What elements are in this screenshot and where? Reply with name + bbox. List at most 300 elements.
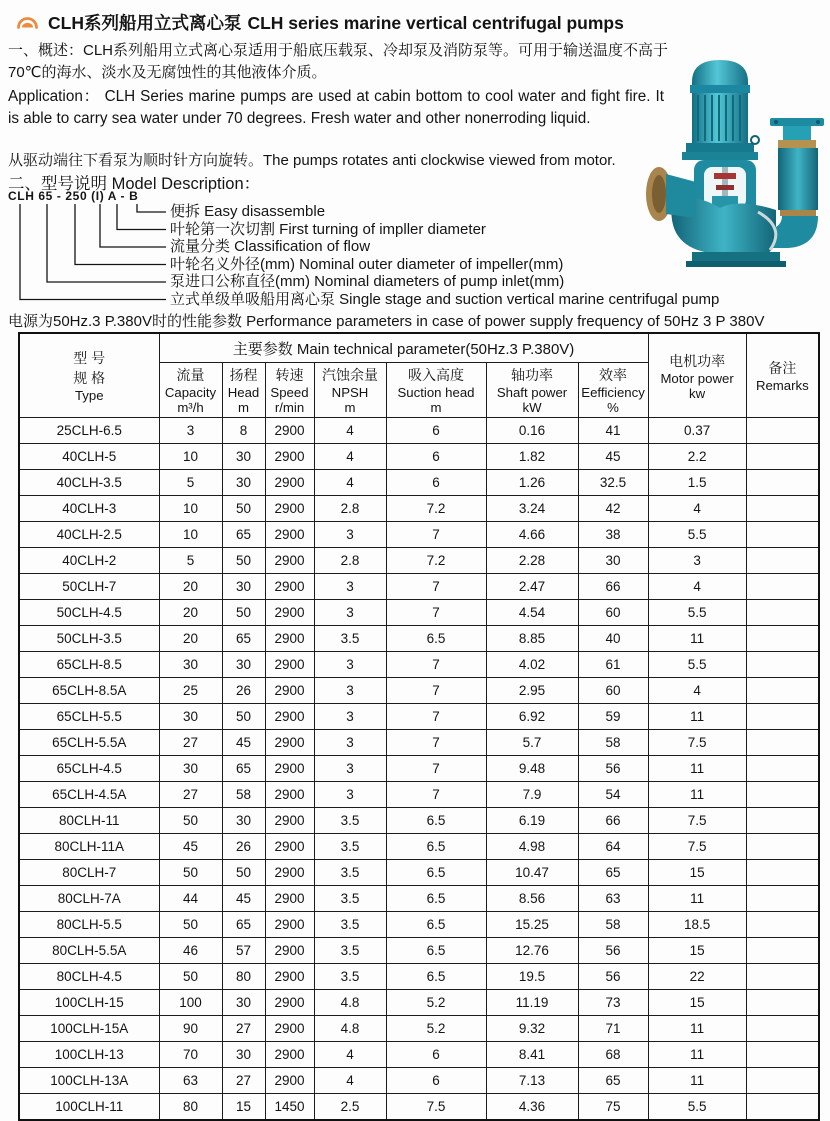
value-cell: 0.16 [486, 418, 578, 444]
value-cell: 4 [314, 1042, 386, 1068]
value-cell: 6.5 [386, 938, 486, 964]
col-header-suction-head [386, 363, 486, 418]
shaft-en: Shaft power [496, 385, 568, 400]
value-cell: 73 [578, 990, 648, 1016]
value-cell: 3.5 [314, 964, 386, 990]
speed-en: Speed [270, 385, 309, 400]
value-cell: 65 [578, 1068, 648, 1094]
value-cell: 2.8 [314, 548, 386, 574]
value-cell: 2900 [265, 522, 314, 548]
suction-unit: m [430, 400, 442, 415]
value-cell: 5.2 [386, 1016, 486, 1042]
remarks-cell [746, 470, 819, 496]
value-cell: 8.56 [486, 886, 578, 912]
value-cell: 11 [648, 756, 746, 782]
value-cell: 3.5 [314, 860, 386, 886]
model-labels [170, 203, 719, 308]
value-cell: 63 [159, 1068, 222, 1094]
capacity-unit: m³/h [177, 400, 204, 415]
page-header [16, 10, 624, 35]
remarks-cell [746, 522, 819, 548]
value-cell: 3 [648, 548, 746, 574]
value-cell: 22 [648, 964, 746, 990]
value-cell: 50 [159, 912, 222, 938]
table-row [19, 1042, 819, 1068]
value-cell: 38 [578, 522, 648, 548]
remarks-cell [746, 834, 819, 860]
value-cell: 50 [222, 704, 265, 730]
value-cell: 5.7 [486, 730, 578, 756]
value-cell: 5.5 [648, 652, 746, 678]
value-cell: 7 [386, 600, 486, 626]
remarks-cell [746, 964, 819, 990]
value-cell: 6 [386, 470, 486, 496]
value-cell: 7 [386, 522, 486, 548]
value-cell: 4.98 [486, 834, 578, 860]
value-cell: 6.5 [386, 808, 486, 834]
value-cell: 80 [222, 964, 265, 990]
value-cell: 80 [159, 1094, 222, 1121]
value-cell: 2.28 [486, 548, 578, 574]
shaft-zh: 轴功率 [511, 367, 553, 383]
value-cell: 65 [222, 522, 265, 548]
value-cell: 19.5 [486, 964, 578, 990]
value-cell: 50 [159, 860, 222, 886]
value-cell: 2900 [265, 574, 314, 600]
value-cell: 2900 [265, 1068, 314, 1094]
value-cell: 20 [159, 574, 222, 600]
value-cell: 2900 [265, 938, 314, 964]
value-cell: 2.8 [314, 496, 386, 522]
value-cell: 2900 [265, 600, 314, 626]
value-cell: 2900 [265, 418, 314, 444]
model-description-heading: 二、型号说明 Model Description： [8, 175, 261, 193]
table-row [19, 600, 819, 626]
value-cell: 11 [648, 1042, 746, 1068]
value-cell: 2900 [265, 678, 314, 704]
type-header-en: Type [74, 388, 104, 403]
value-cell: 3.5 [314, 912, 386, 938]
efficiency-en: Eefficiency [581, 385, 645, 400]
model-cell: 80CLH-5.5A [19, 938, 159, 964]
col-header-motor-power [648, 333, 746, 418]
speed-zh: 转速 [275, 367, 304, 383]
value-cell: 3 [314, 782, 386, 808]
value-cell: 4.02 [486, 652, 578, 678]
value-cell: 2900 [265, 652, 314, 678]
npsh-zh: 汽蚀余量 [322, 367, 378, 383]
value-cell: 11 [648, 1016, 746, 1042]
value-cell: 5 [159, 470, 222, 496]
table-row [19, 418, 819, 444]
col-header-npsh [314, 363, 386, 418]
sunrise-arc-icon [16, 14, 39, 31]
value-cell: 2.5 [314, 1094, 386, 1121]
value-cell: 10 [159, 522, 222, 548]
remarks-cell [746, 808, 819, 834]
model-label: 叶轮名义外径(mm) Nominal outer diameter of impeller(mm) [170, 255, 564, 273]
remarks-cell [746, 860, 819, 886]
value-cell: 56 [578, 938, 648, 964]
value-cell: 56 [578, 964, 648, 990]
value-cell: 65 [578, 860, 648, 886]
value-cell: 75 [578, 1094, 648, 1121]
col-header-speed [265, 363, 314, 418]
table-row [19, 938, 819, 964]
value-cell: 7 [386, 652, 486, 678]
value-cell: 5.5 [648, 522, 746, 548]
value-cell: 6.92 [486, 704, 578, 730]
col-header-shaft-power [486, 363, 578, 418]
remarks-cell [746, 704, 819, 730]
remarks-cell [746, 730, 819, 756]
value-cell: 7 [386, 756, 486, 782]
value-cell: 30 [222, 652, 265, 678]
value-cell: 3.24 [486, 496, 578, 522]
value-cell: 1.82 [486, 444, 578, 470]
value-cell: 70 [159, 1042, 222, 1068]
value-cell: 58 [222, 782, 265, 808]
value-cell: 58 [578, 912, 648, 938]
value-cell: 4.36 [486, 1094, 578, 1121]
value-cell: 2900 [265, 704, 314, 730]
value-cell: 4.66 [486, 522, 578, 548]
remarks-cell [746, 678, 819, 704]
remarks-cell [746, 444, 819, 470]
npsh-unit: m [344, 400, 356, 415]
value-cell: 50 [222, 548, 265, 574]
model-cell: 80CLH-11 [19, 808, 159, 834]
value-cell: 1.5 [648, 470, 746, 496]
value-cell: 27 [159, 782, 222, 808]
model-cell: 80CLH-5.5 [19, 912, 159, 938]
value-cell: 3 [159, 418, 222, 444]
value-cell: 4.8 [314, 990, 386, 1016]
value-cell: 6.5 [386, 886, 486, 912]
group-header-main-parameters: 主要参数 Main technical parameter(50Hz.3 P.380V) [159, 333, 648, 363]
value-cell: 66 [578, 574, 648, 600]
value-cell: 7 [386, 678, 486, 704]
value-cell: 2900 [265, 496, 314, 522]
value-cell: 3.5 [314, 886, 386, 912]
value-cell: 7.5 [386, 1094, 486, 1121]
value-cell: 9.32 [486, 1016, 578, 1042]
model-label: 便拆 Easy disassemble [170, 203, 326, 220]
value-cell: 11 [648, 782, 746, 808]
value-cell: 30 [222, 990, 265, 1016]
value-cell: 6.5 [386, 860, 486, 886]
table-row [19, 964, 819, 990]
model-cell: 80CLH-7A [19, 886, 159, 912]
value-cell: 4 [314, 470, 386, 496]
value-cell: 7.2 [386, 548, 486, 574]
motor-header-en: Motor power [660, 370, 734, 386]
value-cell: 71 [578, 1016, 648, 1042]
table-row [19, 704, 819, 730]
value-cell: 2900 [265, 808, 314, 834]
table-row [19, 834, 819, 860]
table-row [19, 1094, 819, 1121]
value-cell: 15.25 [486, 912, 578, 938]
value-cell: 0.37 [648, 418, 746, 444]
value-cell: 32.5 [578, 470, 648, 496]
value-cell: 6.5 [386, 626, 486, 652]
value-cell: 3.5 [314, 808, 386, 834]
value-cell: 4 [314, 444, 386, 470]
value-cell: 4 [648, 496, 746, 522]
value-cell: 4.54 [486, 600, 578, 626]
value-cell: 3 [314, 704, 386, 730]
remarks-cell [746, 886, 819, 912]
value-cell: 2900 [265, 548, 314, 574]
remarks-cell [746, 990, 819, 1016]
value-cell: 7 [386, 704, 486, 730]
table-row [19, 782, 819, 808]
value-cell: 2900 [265, 834, 314, 860]
overview-paragraph-zh: 一、概述：CLH系列船用立式离心泵适用于船底压载泵、冷却泵及消防泵等。可用于输送温度不高于70℃的海水、淡水及无腐蚀性的其他液体介质。 [8, 42, 669, 81]
table-row [19, 678, 819, 704]
value-cell: 11.19 [486, 990, 578, 1016]
value-cell: 6 [386, 1042, 486, 1068]
value-cell: 2900 [265, 990, 314, 1016]
remarks-cell [746, 652, 819, 678]
model-cell: 40CLH-3.5 [19, 470, 159, 496]
value-cell: 42 [578, 496, 648, 522]
model-cell: 40CLH-3 [19, 496, 159, 522]
suction-en: Suction head [397, 385, 475, 400]
value-cell: 20 [159, 600, 222, 626]
value-cell: 2900 [265, 860, 314, 886]
table-row [19, 652, 819, 678]
value-cell: 45 [578, 444, 648, 470]
value-cell: 56 [578, 756, 648, 782]
value-cell: 7.2 [386, 496, 486, 522]
model-cell: 65CLH-5.5A [19, 730, 159, 756]
capacity-en: Capacity [164, 385, 217, 400]
rotation-note: 从驱动端往下看泵为顺时针方向旋转。The pumps rotates anti clockwise viewed from motor. [8, 152, 616, 169]
value-cell: 40 [578, 626, 648, 652]
value-cell: 11 [648, 626, 746, 652]
value-cell: 66 [578, 808, 648, 834]
value-cell: 30 [159, 704, 222, 730]
remarks-cell [746, 782, 819, 808]
model-code: CLH 65 - 250 (I) A - B [8, 189, 139, 203]
value-cell: 2900 [265, 626, 314, 652]
value-cell: 60 [578, 600, 648, 626]
remarks-cell [746, 418, 819, 444]
col-header-efficiency [578, 363, 648, 418]
value-cell: 7.5 [648, 730, 746, 756]
table-row [19, 808, 819, 834]
model-connector-lines [8, 189, 170, 313]
remarks-cell [746, 756, 819, 782]
value-cell: 30 [222, 470, 265, 496]
performance-note: 电源为50Hz.3 P.380V时的性能参数 Performance parameters in case of power supply frequency of 50Hz 3 P 380V [8, 313, 765, 330]
table-row [19, 548, 819, 574]
col-header-type [19, 333, 159, 418]
remarks-cell [746, 626, 819, 652]
value-cell: 45 [222, 730, 265, 756]
model-cell: 80CLH-7 [19, 860, 159, 886]
value-cell: 2900 [265, 470, 314, 496]
model-cell: 50CLH-3.5 [19, 626, 159, 652]
value-cell: 5.5 [648, 600, 746, 626]
value-cell: 11 [648, 704, 746, 730]
value-cell: 50 [222, 860, 265, 886]
value-cell: 30 [159, 652, 222, 678]
value-cell: 27 [222, 1016, 265, 1042]
type-header-zh1: 型 号 [73, 350, 106, 366]
value-cell: 8 [222, 418, 265, 444]
model-cell: 100CLH-13A [19, 1068, 159, 1094]
value-cell: 2900 [265, 782, 314, 808]
value-cell: 30 [222, 808, 265, 834]
value-cell: 68 [578, 1042, 648, 1068]
overview-paragraph-en: Application： CLH Series marine pumps are used at cabin bottom to cool water and fight fire. It is able to carry sea water under 70 degrees. Fresh water and other nonerroding liquid. [8, 88, 664, 127]
value-cell: 2900 [265, 964, 314, 990]
value-cell: 25 [159, 678, 222, 704]
value-cell: 1450 [265, 1094, 314, 1121]
value-cell: 4 [314, 418, 386, 444]
remarks-cell [746, 600, 819, 626]
value-cell: 1.26 [486, 470, 578, 496]
value-cell: 8.41 [486, 1042, 578, 1068]
value-cell: 54 [578, 782, 648, 808]
value-cell: 6.5 [386, 964, 486, 990]
value-cell: 2900 [265, 912, 314, 938]
value-cell: 3 [314, 652, 386, 678]
col-header-head [222, 363, 265, 418]
table-row [19, 444, 819, 470]
value-cell: 59 [578, 704, 648, 730]
table-row [19, 522, 819, 548]
value-cell: 7 [386, 782, 486, 808]
value-cell: 5.5 [648, 1094, 746, 1121]
page-title [48, 10, 624, 35]
efficiency-unit: % [607, 400, 619, 415]
model-cell: 100CLH-13 [19, 1042, 159, 1068]
value-cell: 3 [314, 756, 386, 782]
head-zh: 扬程 [229, 367, 258, 383]
table-row [19, 886, 819, 912]
remarks-header-en: Remarks [755, 378, 809, 393]
head-unit: m [238, 400, 249, 415]
pump-table-body [19, 418, 819, 1121]
value-cell: 26 [222, 834, 265, 860]
remarks-cell [746, 1016, 819, 1042]
value-cell: 8.85 [486, 626, 578, 652]
value-cell: 50 [222, 496, 265, 522]
value-cell: 50 [159, 964, 222, 990]
value-cell: 64 [578, 834, 648, 860]
value-cell: 4 [648, 574, 746, 600]
parameters-table-wrap [18, 332, 820, 1121]
value-cell: 26 [222, 678, 265, 704]
value-cell: 45 [159, 834, 222, 860]
table-row [19, 860, 819, 886]
value-cell: 2900 [265, 756, 314, 782]
model-label: 叶轮第一次切割 First turning of impller diameter [170, 220, 486, 238]
motor-header-zh: 电机功率 [669, 352, 726, 369]
page-title-zh: CLH系列船用立式离心泵 [48, 13, 242, 33]
value-cell: 10 [159, 444, 222, 470]
value-cell: 65 [222, 626, 265, 652]
value-cell: 15 [648, 860, 746, 886]
value-cell: 9.48 [486, 756, 578, 782]
value-cell: 6 [386, 444, 486, 470]
value-cell: 2900 [265, 886, 314, 912]
value-cell: 30 [222, 444, 265, 470]
value-cell: 5 [159, 548, 222, 574]
value-cell: 15 [222, 1094, 265, 1121]
efficiency-zh: 效率 [599, 367, 628, 383]
speed-unit: r/min [274, 400, 305, 415]
remarks-cell [746, 548, 819, 574]
table-row [19, 470, 819, 496]
value-cell: 2.95 [486, 678, 578, 704]
value-cell: 27 [222, 1068, 265, 1094]
value-cell: 4.8 [314, 1016, 386, 1042]
value-cell: 60 [578, 678, 648, 704]
page-title-en: CLH series marine vertical centrifugal pumps [247, 13, 624, 33]
value-cell: 6 [386, 418, 486, 444]
value-cell: 2900 [265, 1016, 314, 1042]
value-cell: 61 [578, 652, 648, 678]
value-cell: 30 [578, 548, 648, 574]
value-cell: 7.13 [486, 1068, 578, 1094]
value-cell: 6 [386, 1068, 486, 1094]
remarks-cell [746, 574, 819, 600]
value-cell: 50 [222, 600, 265, 626]
value-cell: 10.47 [486, 860, 578, 886]
value-cell: 3.5 [314, 834, 386, 860]
value-cell: 2.47 [486, 574, 578, 600]
table-row [19, 912, 819, 938]
remarks-cell [746, 938, 819, 964]
value-cell: 90 [159, 1016, 222, 1042]
model-cell: 80CLH-4.5 [19, 964, 159, 990]
remarks-cell [746, 496, 819, 522]
value-cell: 11 [648, 886, 746, 912]
model-cell: 80CLH-11A [19, 834, 159, 860]
value-cell: 7 [386, 574, 486, 600]
table-row [19, 626, 819, 652]
value-cell: 3 [314, 730, 386, 756]
value-cell: 44 [159, 886, 222, 912]
value-cell: 7.5 [648, 808, 746, 834]
value-cell: 46 [159, 938, 222, 964]
value-cell: 4 [648, 678, 746, 704]
value-cell: 65 [222, 756, 265, 782]
model-cell: 100CLH-11 [19, 1094, 159, 1121]
remarks-cell [746, 1042, 819, 1068]
value-cell: 2900 [265, 730, 314, 756]
remarks-cell [746, 912, 819, 938]
value-cell: 6.5 [386, 912, 486, 938]
col-header-remarks [746, 333, 819, 418]
table-row [19, 496, 819, 522]
remarks-cell [746, 1068, 819, 1094]
table-row [19, 1068, 819, 1094]
value-cell: 30 [222, 574, 265, 600]
value-cell: 11 [648, 1068, 746, 1094]
value-cell: 7 [386, 730, 486, 756]
model-label: 立式单级单吸船用离心泵 Single stage and suction vertical marine centrifugal pump [170, 290, 720, 308]
table-row [19, 730, 819, 756]
value-cell: 4 [314, 1068, 386, 1094]
value-cell: 15 [648, 938, 746, 964]
value-cell: 2.2 [648, 444, 746, 470]
